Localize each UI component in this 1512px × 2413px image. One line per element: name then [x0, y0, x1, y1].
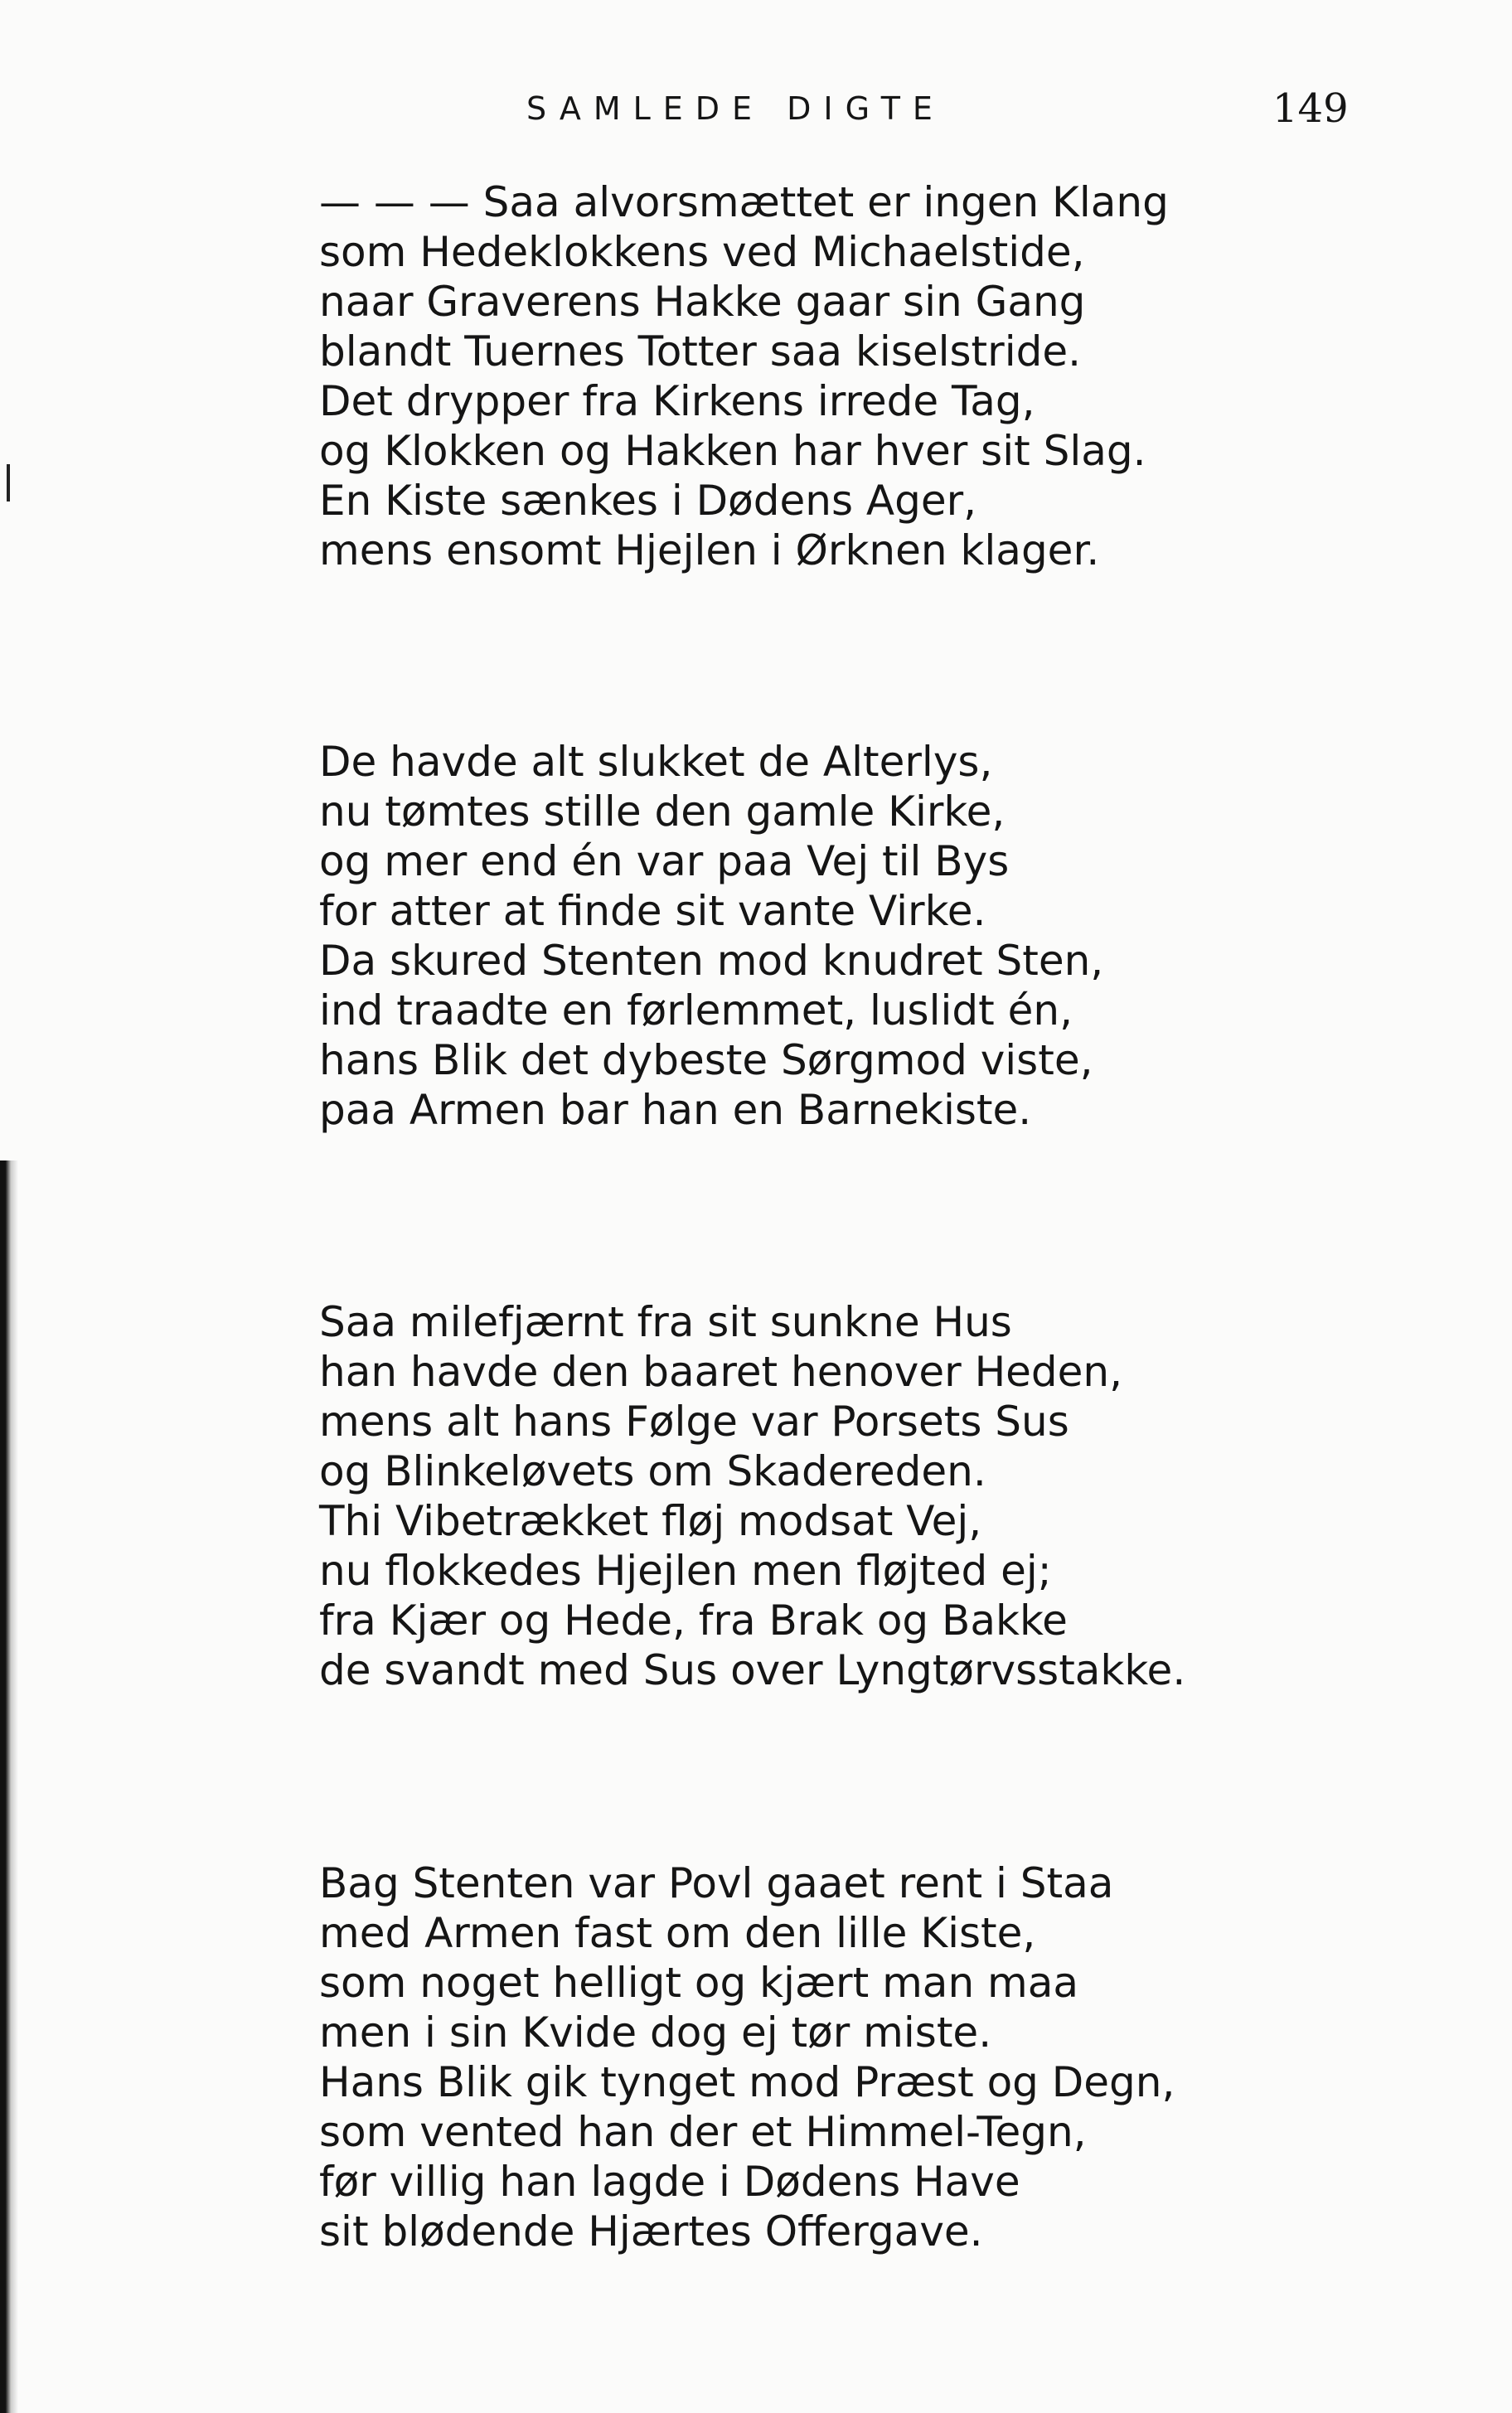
poem-line: blandt Tuernes Totter saa kiselstride.: [319, 327, 1081, 376]
poem-line: — — — Saa alvorsmættet er ingen Klang: [319, 178, 1169, 226]
stanza-1: [319, 177, 1272, 575]
poem-line: før villig han lagde i Dødens Have: [319, 2158, 1020, 2206]
stanza-3: [319, 1297, 1272, 1695]
poem-line: ind traadte en førlemmet, luslidt én,: [319, 986, 1073, 1034]
poem-line: paa Armen bar han en Barnekiste.: [319, 1086, 1032, 1134]
poem-line: med Armen fast om den lille Kiste,: [319, 1909, 1036, 1957]
poem-line: Hans Blik gik tynget mod Præst og Degn,: [319, 2058, 1175, 2106]
stanza-4: [319, 1858, 1272, 2256]
poem-line: han havde den baaret henover Heden,: [319, 1348, 1123, 1396]
scan-binding-edge: [0, 1160, 18, 2413]
poem-line: og Klokken og Hakken har hver sit Slag.: [319, 427, 1146, 475]
poem-line: Saa milefjærnt fra sit sunkne Hus: [319, 1298, 1012, 1346]
poem-line: men i sin Kvide dog ej tør miste.: [319, 2008, 992, 2057]
poem-line: De havde alt slukket de Alterlys,: [319, 738, 993, 786]
poem-line: En Kiste sænkes i Dødens Ager,: [319, 477, 977, 525]
poem-line: nu tømtes stille den gamle Kirke,: [319, 787, 1006, 836]
poem-line: som Hedeklokkens ved Michaelstide,: [319, 228, 1085, 276]
poem-line: hans Blik det dybeste Sørgmod viste,: [319, 1036, 1093, 1084]
poem-line: for atter at finde sit vante Virke.: [319, 887, 986, 935]
stanza-2: [319, 737, 1272, 1135]
poem-line: Da skured Stenten mod knudret Sten,: [319, 937, 1104, 985]
poem-line: Det drypper fra Kirkens irrede Tag,: [319, 377, 1035, 425]
poem-line: mens alt hans Følge var Porsets Sus: [319, 1398, 1069, 1446]
poem-line: de svandt med Sus over Lyngtørvsstakke.: [319, 1646, 1186, 1694]
running-title: SAMLEDE DIGTE: [526, 90, 945, 127]
poem-line: og Blinkeløvets om Skadereden.: [319, 1447, 986, 1495]
poem-line: som vented han der et Himmel-Tegn,: [319, 2108, 1087, 2156]
page-number: 149: [1272, 85, 1349, 132]
poem-line: Thi Vibetrækket fløj modsat Vej,: [319, 1497, 982, 1545]
poem-line: naar Graverens Hakke gaar sin Gang: [319, 278, 1086, 326]
poem-line: mens ensomt Hjejlen i Ørknen klager.: [319, 526, 1100, 574]
poem-line: fra Kjær og Hede, fra Brak og Bakke: [319, 1597, 1068, 1645]
scan-mark: [7, 464, 10, 501]
poem-line: sit blødende Hjærtes Offergave.: [319, 2207, 983, 2256]
page-header: [319, 80, 1347, 138]
poem-line: nu flokkedes Hjejlen men fløjted ej;: [319, 1547, 1052, 1595]
poem-line: Bag Stenten var Povl gaaet rent i Staa: [319, 1859, 1114, 1907]
poem-line: og mer end én var paa Vej til Bys: [319, 837, 1010, 885]
poem-line: som noget helligt og kjært man maa: [319, 1959, 1079, 2007]
